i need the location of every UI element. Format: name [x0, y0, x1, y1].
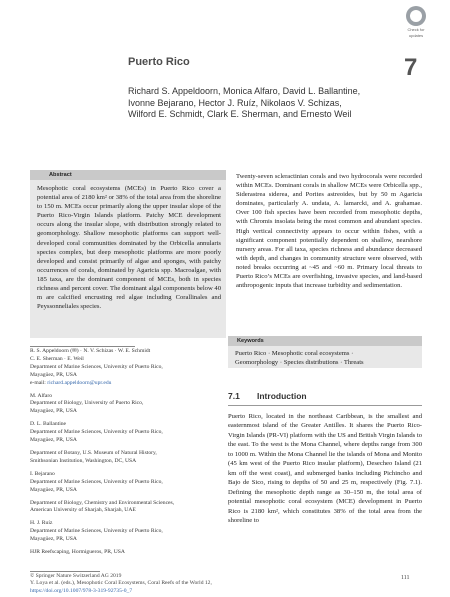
- affiliation-line: Mayagüez, PR, USA: [30, 408, 77, 415]
- affiliation-line: Smithsonian Institution, Washington, DC, USA: [30, 457, 137, 464]
- affiliation-line: HJR Reefscaping, Hormigueros, PR, USA: [30, 549, 125, 556]
- email-label: e-mail:: [30, 379, 48, 386]
- footer: [30, 573, 330, 595]
- affiliation-block: [30, 348, 226, 388]
- affiliation-line: R. S. Appeldoorn (✉) · N. V. Schizas · W. E. Schmidt: [30, 348, 151, 354]
- affiliation-block: [30, 549, 226, 557]
- affiliation-line: C. E. Sherman · E. Weil: [30, 355, 84, 362]
- keywords-text: [235, 349, 419, 367]
- affiliation-line: Department of Marine Sciences, University of Puerto Rico,: [30, 429, 163, 436]
- affiliation-line: Department of Marine Sciences, University of Puerto Rico,: [30, 478, 163, 485]
- affiliation-line: Mayagüez, PR, USA: [30, 371, 77, 378]
- badge-line-2: updates: [408, 33, 424, 38]
- affiliation-line: Mayagüez, PR, USA: [30, 437, 77, 444]
- doi-link[interactable]: https://doi.org/10.1007/978-3-319-92735-0_7: [30, 587, 133, 594]
- section-title: Introduction: [257, 391, 307, 401]
- affiliation-block: [30, 471, 226, 495]
- affiliation-line: American University of Sharjah, Sharjah, UAE: [30, 507, 136, 514]
- author-line: Wilford E. Schmidt, Clark E. Sherman, and Ernesto Weil: [128, 109, 352, 120]
- email-link[interactable]: richard.appeldoorn@upr.edu: [47, 379, 112, 386]
- affiliation-line: Department of Biology, University of Puerto Rico,: [30, 400, 144, 407]
- check-updates-icon: [406, 6, 426, 26]
- badge-line-1: Check for: [407, 27, 425, 32]
- introduction-text: Puerto Rico, located in the northeast Caribbean, is the smallest and easternmost island of the Greater Antilles. It shares the Puerto Rico-Virgin Islands (PR-VI) platform with the US and British Virgin Islands to the east. To the west is the Mona Channel, where depths range from 300 to 1000 m. Within the Mona Channel lie the islands of Mona and Monito (45 km west of the Puerto Rico insular platform), Desecheo Island (21 km off the west coast), and submerged banks including Pichincho and Bajo de Sico, rising to depths of 50 and 25 m, respectively (Fig. 7.1). Defining the mesophotic depth range as 30–150 m, the total area of potential mesophotic coral ecosystem (MCE) development in Puerto Rico is 2180 km², which constitutes 38% of the total area from the shoreline to: [228, 413, 422, 524]
- footer-divider: [30, 571, 100, 572]
- affiliation-block: [30, 421, 226, 445]
- affiliation-line: Department of Botany, U.S. Museum of Natural History,: [30, 449, 157, 456]
- affiliation-line: M. Alfaro: [30, 392, 53, 399]
- abstract-box: [30, 170, 226, 338]
- check-for-updates-badge[interactable]: [399, 6, 433, 46]
- section-heading: [228, 391, 307, 401]
- author-line: Ivonne Bejarano, Hector J. Ruíz, Nikolaos V. Schizas,: [128, 97, 342, 108]
- affiliation-line: Department of Marine Sciences, University of Puerto Rico,: [30, 528, 163, 535]
- affiliation-divider: [30, 346, 135, 347]
- author-list: [128, 86, 428, 121]
- abstract-text-right: Twenty-seven scleractinian corals and two hydrocorals were recorded within MCEs. Dominant corals in shallow MCEs were Orbicella spp., Siderastrea siderea, and Porites astreoides, but by 50 m Agaricia dominates, particularly A. undata, A. lamarcki, and A. grahamae. Over 100 fish species have been recorded from mesophotic depths, with Chromis insolata being the most common and abundant species. High vertical connectivity appears to occur within fishes, with a significant component potentially dependent on shallow, nearshore nursery areas. For all taxa, species richness and abundance decreased with depth, and changes in community structure were observed, with noted breaks occurring at ~45 and ~60 m. Primary local threats to Puerto Rico’s MCEs are overfishing, invasive species, and land-based anthropogenic inputs that increase turbidity and sedimentation.: [236, 173, 422, 290]
- affiliation-line: I. Bejarano: [30, 470, 55, 477]
- affiliation-line: H. J. Ruíz: [30, 520, 53, 527]
- copyright-line: © Springer Nature Switzerland AG 2019: [30, 573, 122, 579]
- keywords-line: Puerto Rico · Mesophotic coral ecosystems ·: [235, 350, 354, 357]
- citation-line: Y. Loya et al. (eds.), Mesophotic Coral Ecosystems, Coral Reefs of the World 12,: [30, 580, 212, 587]
- affiliations: [30, 348, 226, 557]
- affiliation-block: [30, 393, 226, 417]
- abstract-text-left: Mesophotic coral ecosystems (MCEs) in Puerto Rico cover a potential area of 2180 km² or 38% of the total area from the shoreline to 150 m. MCEs occur primarily along the upper insular slope of the Puerto Rico-Virgin Islands platform. Patchy MCE development occurs along the insular slope, with distribution strongly related to geomorphology. Shallow mesophotic platforms can support well-developed coral communities dominated by the Orbicella annularis species complex, but deep mesophotic platforms are more poorly developed and consist primarily of algae and sponges, with patchy occurrences of corals, dominated by Agaricia spp. Macroalgae, with 185 taxa, are the dominant component of MCEs, both in species richness and percent cover. The dominant algal components below 40 m are calcified encrusting red algae including Corallinales and Peyssonneliales species.: [37, 185, 221, 311]
- abstract-heading: Abstract: [30, 170, 226, 180]
- section-number: 7.1: [228, 391, 240, 401]
- affiliation-block: [30, 520, 226, 544]
- page-number: 111: [401, 575, 410, 581]
- affiliation-line: Department of Biology, Chemistry and Environmental Sciences,: [30, 499, 175, 506]
- affiliation-block: [30, 500, 226, 516]
- affiliation-line: Mayagüez, PR, USA: [30, 486, 77, 493]
- keywords-box: [228, 336, 422, 368]
- chapter-title: Puerto Rico: [128, 56, 190, 68]
- keywords-line: Geomorphology · Species distributions · Threats: [235, 359, 364, 366]
- affiliation-block: [30, 450, 226, 466]
- keywords-heading: Keywords: [228, 336, 422, 346]
- affiliation-line: D. L. Ballantine: [30, 421, 67, 428]
- section-divider: [228, 405, 422, 406]
- chapter-number: 7: [404, 54, 418, 81]
- affiliation-line: Department of Marine Sciences, University of Puerto Rico,: [30, 363, 163, 370]
- email-line: [30, 380, 226, 388]
- author-line: Richard S. Appeldoorn, Monica Alfaro, David L. Ballantine,: [128, 86, 361, 96]
- affiliation-line: Mayagüez, PR, USA: [30, 536, 77, 543]
